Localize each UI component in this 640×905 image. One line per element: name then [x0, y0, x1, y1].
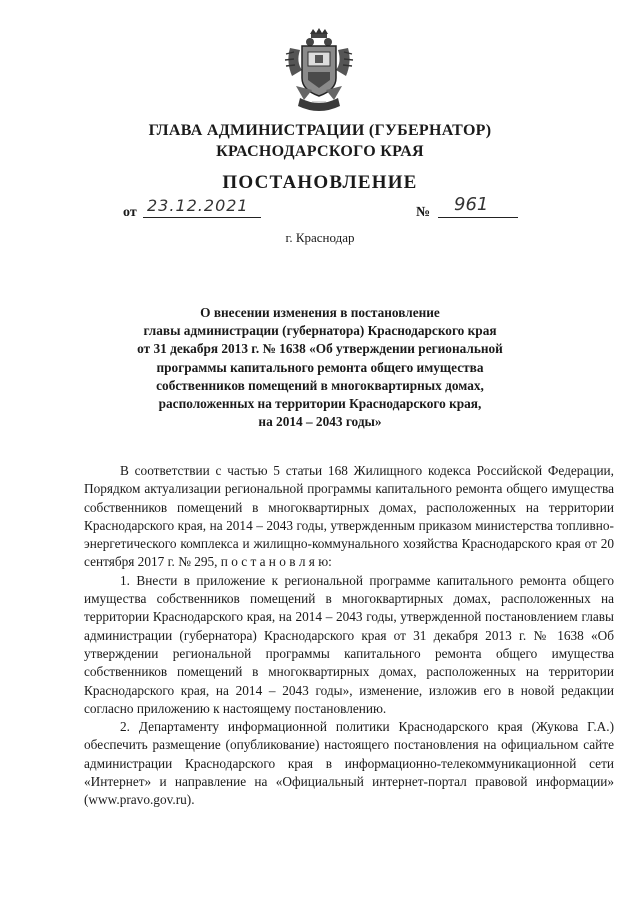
- title-line: от 31 декабря 2013 г. № 1638 «Об утверждении региональной: [137, 341, 503, 357]
- title-line: главы администрации (губернатора) Краснодарского края: [143, 323, 497, 339]
- item-1-paragraph: 1. Внести в приложение к региональной программе капитального ремонта общего имущества собственников помещений в многоквартирных домах, расположенных на территории Краснодарского края, на 2014 – 2043 годы, утвержденной постановлением главы администрации (губернатора) Краснодарского края от 31 декабря 2013 г. № 1638 «Об утверждении региональной программы капитального ремонта общего имущества собственников помещений в многоквартирных домах, расположенных на территории Краснодарского края, на 2014 – 2043 годы», изменение, изложив его в новой редакции согласно приложению к настоящему постановлению.: [84, 572, 614, 716]
- title-line: программы капитального ремонта общего имущества: [156, 359, 484, 375]
- date-label: от: [123, 205, 137, 220]
- document-type-heading: ПОСТАНОВЛЕНИЕ: [222, 172, 418, 193]
- issue-place: г. Краснодар: [285, 230, 355, 245]
- title-line: собственников помещений в многоквартирных домах,: [156, 377, 484, 393]
- issuing-authority-line2: КРАСНОДАРСКОГО КРАЯ: [216, 143, 424, 160]
- title-line: на 2014 – 2043 годы»: [258, 414, 382, 430]
- title-line: расположенных на территории Краснодарского края,: [158, 396, 482, 412]
- item-2-paragraph: 2. Департаменту информационной политики Краснодарского края (Жукова Г.А.) обеспечить размещение (опубликование) настоящего постановления на официальном сайте администрации Краснодарского края в информационно-телекоммуникационной сети «Интернет» и направление на «Официальный интернет-портал правовой информации» (www.pravo.gov.ru).: [84, 719, 614, 808]
- preamble-paragraph: В соответствии с частью 5 статьи 168 Жилищного кодекса Российской Федерации, Порядком актуализации региональной программы капитального ремонта общего имущества собственников помещений в многоквартирных домах, расположенных на территории Краснодарского края, на 2014 – 2043 годы, утвержденным приказом министерства топливно-энергетического комплекса и жилищно-коммунального хозяйства Краснодарского края от 20 сентября 2017 г. № 295, п о с т а н о в л я ю:: [84, 463, 614, 570]
- document-title: [120, 304, 520, 431]
- issuing-authority-line1: ГЛАВА АДМИНИСТРАЦИИ (ГУБЕРНАТОР): [148, 122, 492, 139]
- handwritten-document-number: 961: [438, 194, 518, 218]
- title-line: О внесении изменения в постановление: [200, 305, 440, 320]
- number-label: №: [416, 205, 431, 220]
- document-body: [84, 462, 614, 810]
- handwritten-date: 23.12.2021: [143, 196, 261, 218]
- coat-of-arms-emblem: [282, 28, 356, 116]
